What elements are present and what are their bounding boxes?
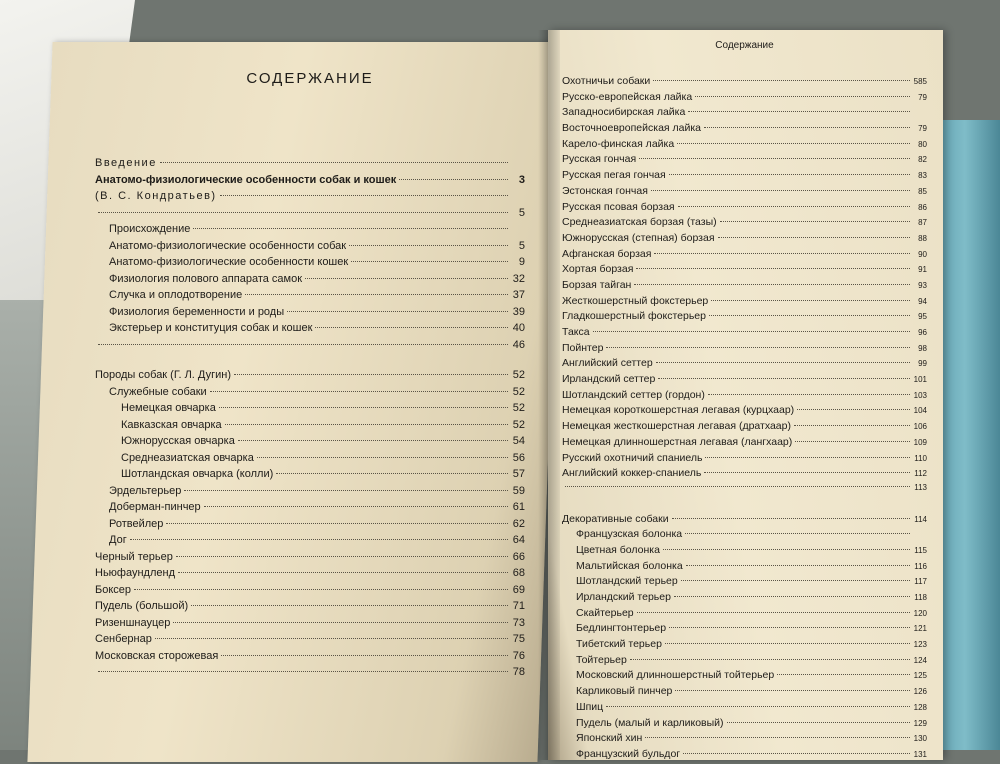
toc-page-number: 80	[918, 139, 927, 149]
toc-entry-title: Карликовый пинчер	[576, 685, 673, 698]
toc-page-number: 37	[512, 289, 525, 301]
toc-entry	[95, 633, 525, 650]
toc-page-number: 116	[914, 561, 927, 571]
toc-entry	[562, 622, 927, 638]
toc-entry	[95, 617, 525, 634]
toc-page-number: 98	[918, 343, 927, 353]
toc-entry-title: Жесткошерстный фокстерьер	[562, 294, 709, 307]
toc-entry-title: Среднеазиатская овчарка	[121, 451, 254, 464]
toc-page-number: 110	[914, 453, 927, 463]
toc-entry	[95, 256, 525, 273]
toc-leader-dots	[675, 690, 910, 691]
toc-page-number: 129	[913, 718, 927, 728]
toc-leader-dots	[720, 221, 910, 222]
toc-leader-dots	[695, 96, 910, 97]
toc-page-number: 40	[512, 322, 525, 334]
toc-leader-dots	[315, 327, 508, 328]
toc-entry	[95, 190, 525, 207]
toc-entry	[562, 544, 927, 560]
toc-leader-dots	[674, 596, 910, 597]
toc-leader-dots	[795, 441, 910, 442]
toc-entry-title: Введение	[95, 157, 157, 169]
toc-entry-title: Тибетский терьер	[576, 638, 662, 651]
toc-entry	[562, 201, 927, 217]
toc-page-number: 130	[913, 734, 927, 744]
toc-leader-dots	[658, 378, 910, 379]
toc-entry-title: Пойнтер	[562, 341, 604, 354]
toc-entry-title: Хортая борзая	[562, 263, 634, 276]
toc-entry	[95, 551, 525, 568]
toc-page-number: 3	[518, 173, 525, 186]
toc-leader-dots	[178, 572, 508, 573]
toc-entry	[95, 468, 525, 485]
toc-leader-dots	[399, 179, 508, 180]
toc-entry	[562, 467, 927, 483]
toc-entry	[562, 248, 927, 264]
toc-page-number: 73	[512, 616, 525, 629]
toc-page-number: 64	[512, 534, 525, 546]
toc-page-number: 69	[512, 583, 525, 596]
toc-page-number: 54	[512, 435, 525, 447]
toc-page-number: 96	[918, 328, 927, 337]
toc-page-number: 121	[913, 624, 927, 634]
toc-entry-title: Английский коккер-спаниель	[562, 467, 702, 480]
toc-leader-dots	[639, 158, 910, 159]
toc-entry	[562, 389, 927, 405]
toc-entry-title: Кавказская овчарка	[121, 418, 222, 431]
toc-entry	[562, 106, 927, 122]
toc-leader-dots	[685, 533, 910, 534]
toc-entry	[95, 650, 525, 667]
toc-leader-dots	[797, 409, 910, 410]
toc-leader-dots	[677, 143, 910, 144]
toc-page-number: 131	[913, 749, 927, 759]
toc-entry-title: Немецкая овчарка	[121, 402, 216, 414]
toc-leader-dots	[678, 206, 910, 207]
toc-entry	[562, 607, 927, 623]
toc-leader-dots	[351, 261, 508, 262]
toc-page-number: 106	[913, 422, 927, 432]
toc-page-number: 82	[918, 155, 927, 165]
toc-page-number: 112	[914, 469, 927, 479]
toc-entry	[95, 518, 525, 535]
toc-entry	[562, 654, 927, 670]
toc-entry-title: Карело-финская лайка	[562, 137, 675, 150]
toc-leader-dots	[686, 565, 910, 566]
toc-entry	[562, 483, 927, 499]
toc-page-number: 57	[512, 468, 525, 480]
toc-entry-title: Русско-европейская лайка	[562, 90, 693, 103]
toc-page-number: 93	[918, 280, 927, 290]
toc-entry-title: Пудель (большой)	[95, 600, 189, 612]
toc-leader-dots	[160, 162, 508, 163]
toc-entry-title: Русский охотничий спаниель	[562, 451, 703, 464]
toc-entry	[562, 452, 927, 468]
toc-page-number: 39	[512, 305, 525, 318]
toc-page-number: 115	[914, 545, 927, 555]
right-toc	[562, 40, 927, 764]
toc-leader-dots	[130, 539, 508, 540]
toc-entry-title: Анатомо-физиологические особенности собак	[109, 239, 347, 252]
toc-entry-title: Анатомо-физиологические особенности кошек	[109, 256, 349, 268]
toc-entry	[562, 122, 927, 138]
toc-entry	[562, 638, 927, 654]
toc-entry	[562, 138, 927, 154]
toc-entry-title: Тойтерьер	[576, 653, 627, 666]
toc-leader-dots	[606, 706, 910, 707]
toc-page-number: 126	[913, 687, 927, 697]
toc-leader-dots	[257, 457, 508, 458]
toc-entry-title: Анатомо-физиологические особенности собак и кошек	[95, 173, 397, 186]
toc-entry-title: Шотландский сеттер (гордон)	[562, 388, 705, 401]
toc-page-number: 78	[512, 666, 525, 678]
toc-leader-dots	[565, 486, 910, 487]
toc-entry	[562, 513, 927, 529]
toc-entry	[95, 289, 525, 306]
toc-entry	[562, 420, 927, 436]
toc-entry	[95, 567, 525, 584]
toc-leader-dots	[636, 268, 910, 269]
toc-entry	[562, 279, 927, 295]
toc-page-number: 52	[512, 402, 525, 414]
toc-entry-title: Западносибирская лайка	[562, 106, 686, 119]
left-toc-list	[95, 157, 525, 683]
section-gap	[95, 355, 525, 369]
toc-page-number: 124	[913, 655, 927, 665]
toc-entry	[95, 452, 525, 469]
toc-page-number: 75	[512, 633, 525, 645]
toc-entry-title: Русская псовая борзая	[562, 200, 675, 213]
toc-entry-title: Мальтийская болонка	[576, 559, 683, 572]
toc-entry-title: Афганская борзая	[562, 247, 652, 260]
toc-entry-title: Французская болонка	[576, 528, 683, 541]
toc-leader-dots	[688, 111, 910, 112]
toc-leader-dots	[727, 722, 910, 723]
left-toc	[95, 60, 525, 683]
toc-leader-dots	[704, 472, 910, 473]
toc-leader-dots	[669, 174, 910, 175]
toc-entry	[562, 357, 927, 373]
toc-leader-dots	[221, 655, 508, 656]
toc-entry-title: Физиология беременности и роды	[109, 305, 285, 318]
toc-leader-dots	[166, 523, 508, 524]
toc-entry-title: Доберман-пинчер	[109, 501, 201, 513]
toc-entry-title: Ньюфаундленд	[95, 567, 175, 579]
toc-entry-title: Шпиц	[576, 700, 604, 713]
toc-entry-title: Русская гончая	[562, 153, 637, 166]
toc-entry	[95, 369, 525, 386]
toc-page-number: 113	[914, 482, 927, 492]
toc-page-number: 52	[512, 385, 525, 398]
toc-entry-title: Борзая тайган	[562, 278, 632, 291]
toc-leader-dots	[709, 315, 910, 316]
toc-leader-dots	[98, 671, 508, 672]
toc-page-number: 85	[918, 186, 927, 196]
toc-entry-title: Пудель (малый и карликовый)	[576, 716, 724, 729]
toc-leader-dots	[349, 245, 508, 246]
toc-leader-dots	[305, 278, 508, 279]
toc-entry	[95, 207, 525, 224]
toc-leader-dots	[653, 80, 910, 81]
toc-page-number: 56	[512, 451, 525, 464]
toc-entry	[95, 339, 525, 356]
toc-entry	[562, 310, 927, 326]
toc-entry	[562, 528, 927, 544]
toc-leader-dots	[234, 374, 508, 375]
toc-leader-dots	[637, 612, 910, 613]
toc-entry-title: Шотландская овчарка (колли)	[121, 468, 274, 480]
toc-entry	[95, 534, 525, 551]
toc-entry	[562, 232, 927, 248]
toc-entry	[562, 717, 927, 733]
toc-entry	[562, 326, 927, 342]
toc-page-number: 88	[918, 233, 927, 243]
toc-page-number: 117	[914, 577, 927, 587]
toc-page-number: 104	[913, 406, 927, 416]
toc-entry	[562, 685, 927, 701]
toc-entry	[562, 153, 927, 169]
toc-entry-title: Гладкошерстный фокстерьер	[562, 310, 706, 323]
toc-entry-title: Происхождение	[109, 223, 191, 235]
toc-page-number: 46	[512, 338, 525, 351]
toc-entry	[562, 732, 927, 748]
toc-leader-dots	[191, 605, 508, 606]
toc-entry	[562, 404, 927, 420]
toc-page-number: 99	[918, 359, 927, 369]
toc-leader-dots	[665, 643, 910, 644]
toc-page-number: 125	[913, 671, 927, 681]
toc-page-number: 76	[512, 649, 525, 662]
toc-leader-dots	[238, 440, 508, 441]
toc-leader-dots	[184, 490, 508, 491]
toc-page-number: 52	[512, 418, 525, 431]
toc-entry-title: (В. С. Кондратьев)	[95, 190, 217, 202]
toc-leader-dots	[173, 622, 508, 623]
toc-entry-title: Ирландский терьер	[576, 591, 671, 603]
toc-entry-title: Южнорусская (степная) борзая	[562, 231, 715, 244]
toc-entry-title: Экстерьер и конституция собак и кошек	[109, 322, 313, 334]
toc-entry-title: Эстонская гончая	[562, 184, 648, 197]
running-head: Содержание	[715, 40, 774, 51]
toc-leader-dots	[630, 659, 910, 660]
toc-page-number: 79	[918, 92, 927, 102]
toc-entry	[562, 436, 927, 452]
page-title: СОДЕРЖАНИЕ	[246, 70, 374, 87]
toc-page-number: 123	[913, 640, 927, 650]
toc-page-number: 87	[918, 218, 927, 228]
toc-leader-dots	[606, 347, 910, 348]
toc-entry-title: Бедлингтонтерьер	[576, 622, 667, 635]
toc-leader-dots	[704, 127, 910, 128]
toc-entry	[562, 560, 927, 576]
toc-entry-title: Служебные собаки	[109, 385, 207, 398]
toc-leader-dots	[225, 424, 508, 425]
toc-entry-title: Декоративные собаки	[562, 512, 669, 525]
toc-leader-dots	[718, 237, 910, 238]
toc-leader-dots	[683, 753, 910, 754]
toc-entry	[562, 295, 927, 311]
toc-leader-dots	[176, 556, 508, 557]
toc-entry-title: Случка и оплодотворение	[109, 289, 243, 301]
toc-page-number: 101	[913, 375, 927, 385]
section-gap	[562, 61, 927, 75]
toc-page-number: 109	[913, 437, 927, 447]
toc-page-number: 5	[518, 206, 525, 219]
toc-entry	[95, 485, 525, 502]
toc-entry-title: Восточноевропейская лайка	[562, 122, 702, 135]
toc-entry-title: Немецкая короткошерстная легавая (курцхаар)	[562, 404, 795, 417]
toc-leader-dots	[98, 344, 508, 345]
toc-page-number: 52	[512, 369, 525, 381]
toc-entry-title: Московский длинношерстный тойтерьер	[576, 669, 775, 682]
toc-entry-title: Эрдельтерьер	[109, 484, 182, 497]
toc-page-number: 5	[518, 239, 525, 252]
toc-entry	[562, 91, 927, 107]
toc-page-number: 83	[918, 171, 927, 181]
toc-entry	[95, 223, 525, 240]
toc-page-number: 91	[918, 265, 927, 275]
toc-leader-dots	[98, 212, 508, 213]
toc-leader-dots	[708, 394, 910, 395]
toc-page-number: 103	[913, 390, 927, 400]
toc-entry-title: Боксер	[95, 583, 132, 596]
toc-entry-title: Немецкая длинношерстная легавая (лангхаар)	[562, 435, 793, 448]
toc-leader-dots	[287, 311, 508, 312]
toc-entry	[95, 666, 525, 683]
toc-leader-dots	[155, 638, 508, 639]
toc-page-number: 62	[512, 517, 525, 530]
toc-leader-dots	[777, 674, 910, 675]
toc-leader-dots	[669, 627, 910, 628]
toc-entry	[95, 501, 525, 518]
toc-leader-dots	[681, 580, 910, 581]
toc-entry	[562, 263, 927, 279]
toc-entry-title: Сенбернар	[95, 633, 152, 645]
toc-page-number: 79	[918, 124, 927, 134]
toc-entry	[562, 591, 927, 607]
toc-entry	[95, 600, 525, 617]
toc-entry	[95, 584, 525, 601]
toc-entry-title: Французский бульдог	[576, 747, 681, 760]
toc-entry	[562, 373, 927, 389]
toc-page-number: 94	[918, 296, 927, 306]
toc-entry-title: Русская пегая гончая	[562, 169, 666, 182]
toc-entry	[95, 273, 525, 290]
toc-entry	[95, 240, 525, 257]
toc-entry-title: Английский сеттер	[562, 357, 653, 370]
toc-page-number: 68	[512, 567, 525, 579]
toc-leader-dots	[210, 391, 508, 392]
toc-entry-title: Московская сторожевая	[95, 649, 219, 662]
toc-leader-dots	[276, 473, 508, 474]
toc-entry-title: Японский хин	[576, 732, 643, 745]
toc-page-number: 86	[918, 202, 927, 212]
toc-entry-title: Среднеазиатская борзая (тазы)	[562, 216, 717, 229]
toc-entry-title: Скайтерьер	[576, 606, 634, 619]
toc-leader-dots	[651, 190, 910, 191]
section-gap	[562, 499, 927, 513]
toc-entry-title: Физиология полового аппарата самок	[109, 272, 303, 285]
toc-leader-dots	[220, 195, 508, 196]
toc-entry	[562, 748, 927, 764]
toc-entry	[562, 701, 927, 717]
toc-page-number: 59	[512, 484, 525, 497]
toc-page-number: 32	[512, 272, 525, 285]
toc-leader-dots	[219, 407, 508, 408]
toc-entry	[95, 402, 525, 419]
toc-entry-title: Породы собак (Г. Л. Дугин)	[95, 369, 231, 381]
toc-leader-dots	[204, 506, 508, 507]
toc-leader-dots	[193, 228, 508, 229]
toc-leader-dots	[705, 457, 910, 458]
toc-leader-dots	[634, 284, 910, 285]
toc-entry-title: Ризеншнауцер	[95, 616, 171, 629]
toc-entry	[95, 386, 525, 403]
toc-entry	[95, 419, 525, 436]
toc-leader-dots	[663, 549, 910, 550]
toc-entry	[95, 157, 525, 174]
toc-page-number: 71	[512, 600, 525, 612]
toc-leader-dots	[794, 425, 910, 426]
toc-entry	[95, 435, 525, 452]
toc-page-number: 128	[913, 702, 927, 712]
toc-entry	[95, 174, 525, 191]
toc-leader-dots	[593, 331, 910, 332]
toc-page-number: 120	[913, 608, 927, 618]
toc-entry-title: Южнорусская овчарка	[121, 435, 235, 447]
toc-leader-dots	[672, 518, 910, 519]
toc-page-number: 61	[512, 501, 525, 513]
toc-page-number: 114	[914, 514, 927, 524]
toc-page-number: 585	[913, 77, 927, 86]
book-gutter	[538, 30, 560, 760]
toc-page-number: 66	[512, 550, 525, 563]
toc-leader-dots	[134, 589, 508, 590]
toc-entry	[562, 75, 927, 91]
toc-page-number: 9	[518, 256, 525, 268]
right-toc-list	[562, 61, 927, 764]
toc-leader-dots	[654, 253, 910, 254]
toc-page-number: 118	[914, 593, 927, 602]
toc-entry-title: Черный терьер	[95, 550, 173, 563]
toc-leader-dots	[656, 362, 910, 363]
toc-entry	[562, 185, 927, 201]
toc-entry-title: Дог	[109, 534, 127, 546]
toc-page-number: 95	[918, 312, 927, 322]
toc-entry	[562, 342, 927, 358]
toc-entry-title: Ирландский сеттер	[562, 373, 656, 386]
toc-entry-title: Шотландский терьер	[576, 575, 678, 588]
toc-entry	[562, 669, 927, 685]
toc-entry	[562, 216, 927, 232]
toc-entry	[95, 322, 525, 339]
toc-entry-title: Охотничьи собаки	[562, 75, 651, 87]
toc-page-number: 90	[918, 249, 927, 259]
toc-entry-title: Ротвейлер	[109, 517, 164, 530]
toc-leader-dots	[645, 737, 910, 738]
toc-entry-title: Такса	[562, 326, 590, 338]
toc-leader-dots	[245, 294, 508, 295]
toc-leader-dots	[711, 300, 910, 301]
toc-entry-title: Цветная болонка	[576, 543, 660, 556]
toc-entry	[562, 169, 927, 185]
toc-entry	[562, 575, 927, 591]
toc-entry-title: Немецкая жесткошерстная легавая (дратхаар)	[562, 420, 791, 433]
toc-entry	[95, 306, 525, 323]
